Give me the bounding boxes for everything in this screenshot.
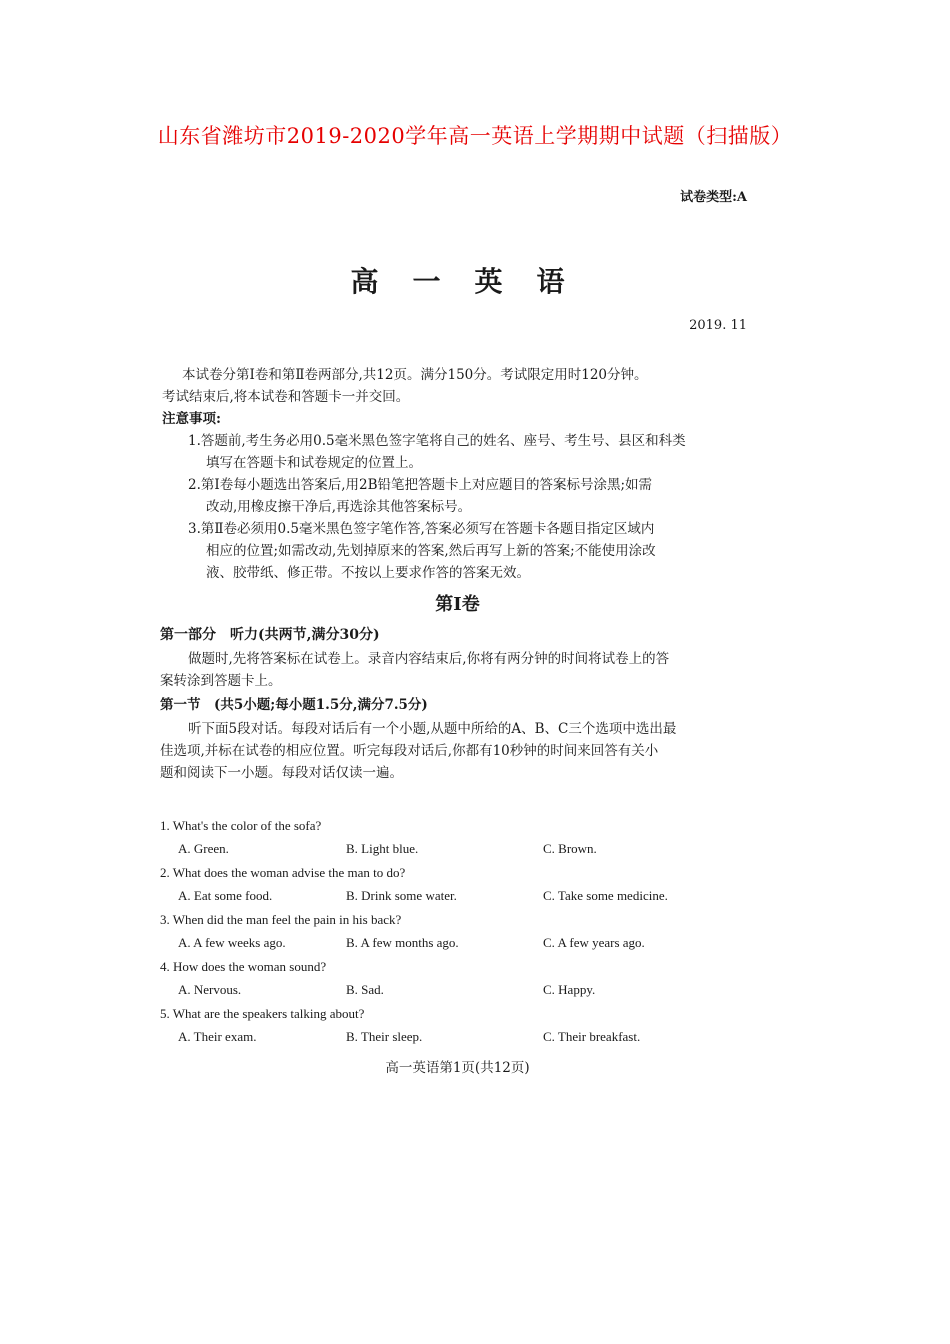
part-heading: 第一部分 听力(共两节,满分30分) (160, 627, 380, 643)
question-item (160, 861, 760, 908)
notice-line: 相应的位置;如需改动,先划掉原来的答案,然后再写上新的答案;不能使用涂改 (206, 543, 656, 559)
exam-date: 2019. 11 (689, 318, 747, 333)
notice-line: 2.第Ⅰ卷每小题选出答案后,用2B铅笔把答题卡上对应题目的答案标号涂黑;如需 (188, 477, 653, 493)
notice-heading: 注意事项: (162, 411, 221, 427)
option-c: C. Brown. (543, 841, 597, 856)
option-a: A. A few weeks ago. (178, 935, 286, 950)
question-stem: 4. How does the woman sound? (160, 959, 327, 974)
option-c: C. Their breakfast. (543, 1029, 641, 1044)
intro-line: 本试卷分第Ⅰ卷和第Ⅱ卷两部分,共12页。满分150分。考试限定用时120分钟。 (182, 367, 648, 383)
option-b: B. Sad. (346, 982, 384, 997)
option-b: B. Drink some water. (346, 888, 457, 903)
option-a: A. Green. (178, 841, 229, 856)
question-item (160, 1002, 760, 1049)
option-a: A. Nervous. (178, 982, 242, 997)
option-b: B. Their sleep. (346, 1029, 423, 1044)
page-footer: 高一英语第1页(共12页) (385, 1060, 530, 1076)
paper-type-label: 试卷类型:A (680, 190, 747, 205)
question-options (160, 978, 760, 1002)
scanned-exam-page (150, 170, 765, 1090)
question-stem: 3. When did the man feel the pain in his back? (160, 912, 402, 927)
notice-line: 改动,用橡皮擦干净后,再选涂其他答案标号。 (206, 499, 472, 515)
option-c: C. Happy. (543, 982, 596, 997)
volume-title: 第Ⅰ卷 (435, 594, 480, 615)
question-stem: 5. What are the speakers talking about? (160, 1006, 365, 1021)
question-stem: 1. What's the color of the sofa? (160, 818, 322, 833)
document-title: 山东省潍坊市2019-2020学年高一英语上学期期中试题（扫描版） (157, 124, 793, 148)
intro-line: 考试结束后,将本试卷和答题卡一并交回。 (162, 389, 410, 405)
question-item (160, 908, 760, 955)
question-options (160, 884, 760, 908)
section-heading: 第一节 (共5小题;每小题1.5分,满分7.5分) (160, 697, 428, 713)
question-item (160, 955, 760, 1002)
question-item (160, 814, 760, 861)
notice-line: 3.第Ⅱ卷必须用0.5毫米黑色签字笔作答,答案必须写在答题卡各题目指定区域内 (188, 521, 655, 537)
option-b: B. Light blue. (346, 841, 419, 856)
question-options (160, 837, 760, 861)
exam-title: 高一英语 (350, 265, 599, 298)
question-options (160, 931, 760, 955)
notice-line: 1.答题前,考生务必用0.5毫米黑色签字笔将自己的姓名、座号、考生号、县区和科类 (188, 433, 686, 449)
instruction-line: 做题时,先将答案标在试卷上。录音内容结束后,你将有两分钟的时间将试卷上的答 (188, 651, 670, 667)
option-b: B. A few months ago. (346, 935, 459, 950)
option-a: A. Eat some food. (178, 888, 273, 903)
question-stem: 2. What does the woman advise the man to do? (160, 865, 406, 880)
question-list (160, 814, 760, 1049)
option-a: A. Their exam. (178, 1029, 257, 1044)
notice-line: 液、胶带纸、修正带。不按以上要求作答的答案无效。 (206, 565, 530, 581)
instruction-line: 听下面5段对话。每段对话后有一个小题,从题中所给的A、B、C三个选项中选出最 (188, 721, 677, 737)
option-c: C. Take some medicine. (543, 888, 668, 903)
question-options (160, 1025, 760, 1049)
instruction-line: 题和阅读下一小题。每段对话仅读一遍。 (160, 765, 403, 781)
option-c: C. A few years ago. (543, 935, 645, 950)
instruction-line: 案转涂到答题卡上。 (160, 673, 282, 689)
notice-line: 填写在答题卡和试卷规定的位置上。 (206, 455, 422, 471)
instruction-line: 佳选项,并标在试卷的相应位置。听完每段对话后,你都有10秒钟的时间来回答有关小 (160, 743, 659, 759)
